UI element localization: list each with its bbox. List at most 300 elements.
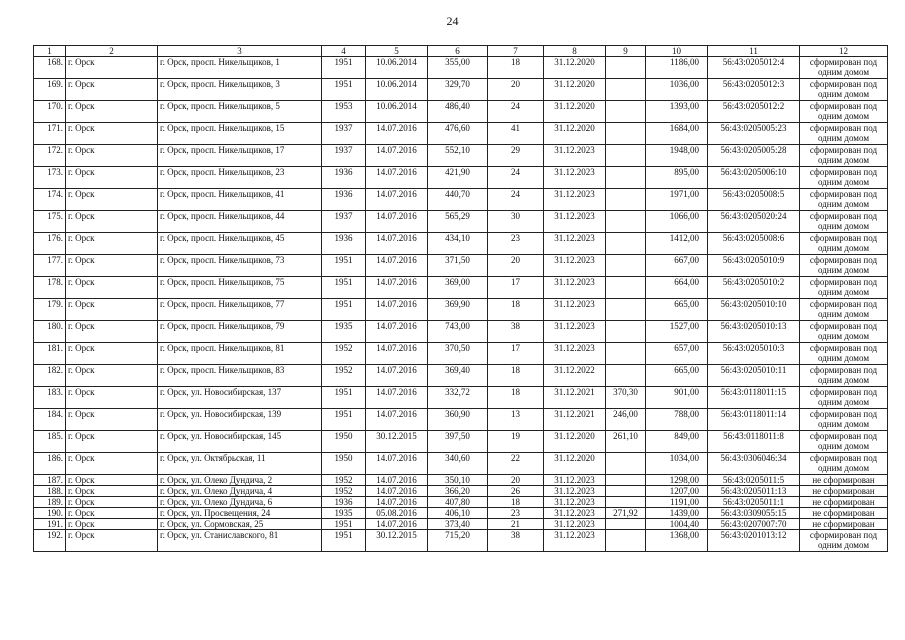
year-built-cell: 1952 (322, 486, 366, 497)
land-area-cell: 849,00 (646, 431, 708, 453)
year-built-cell: 1937 (322, 211, 366, 233)
deadline-cell: 31.12.2023 (544, 321, 606, 343)
area-cell: 397,50 (428, 431, 488, 453)
area-cell: 340,60 (428, 453, 488, 475)
row-number-cell: 178. (34, 277, 66, 299)
address-cell: г. Орск, просп. Никельщиков, 83 (158, 365, 322, 387)
city-cell: г. Орск (66, 145, 158, 167)
address-cell: г. Орск, ул. Новосибирская, 137 (158, 387, 322, 409)
deadline-cell: 31.12.2023 (544, 277, 606, 299)
land-area-cell: 1948,00 (646, 145, 708, 167)
cadastral-number-cell: 56:43:0205008:5 (708, 189, 800, 211)
land-area-cell: 788,00 (646, 409, 708, 431)
cadastral-number-cell: 56:43:0118011:8 (708, 431, 800, 453)
residents-count-cell: 30 (488, 211, 544, 233)
table-row (34, 321, 888, 343)
deadline-cell: 31.12.2021 (544, 387, 606, 409)
cadastral-number-cell: 56:43:0306046:34 (708, 453, 800, 475)
deadline-cell: 31.12.2023 (544, 497, 606, 508)
status-cell: не сформирован (800, 497, 888, 508)
city-cell: г. Орск (66, 530, 158, 552)
area-cell: 329,70 (428, 79, 488, 101)
area-cell: 407,80 (428, 497, 488, 508)
date-cell: 14.07.2016 (366, 409, 428, 431)
year-built-cell: 1951 (322, 57, 366, 79)
city-cell: г. Орск (66, 486, 158, 497)
address-cell: г. Орск, просп. Никельщиков, 44 (158, 211, 322, 233)
date-cell: 10.06.2014 (366, 79, 428, 101)
table-row (34, 453, 888, 475)
row-number-cell: 183. (34, 387, 66, 409)
residents-count-cell: 18 (488, 57, 544, 79)
extra-area-cell (606, 343, 646, 365)
row-number-cell: 176. (34, 233, 66, 255)
deadline-cell: 31.12.2023 (544, 299, 606, 321)
column-number-row (34, 46, 888, 57)
cadastral-number-cell: 56:43:0205005:23 (708, 123, 800, 145)
status-cell: не сформирован (800, 486, 888, 497)
year-built-cell: 1950 (322, 453, 366, 475)
date-cell: 14.07.2016 (366, 123, 428, 145)
city-cell: г. Орск (66, 475, 158, 486)
cadastral-number-cell: 56:43:0205005:28 (708, 145, 800, 167)
date-cell: 05.08.2016 (366, 508, 428, 519)
deadline-cell: 31.12.2020 (544, 101, 606, 123)
extra-area-cell (606, 519, 646, 530)
deadline-cell: 31.12.2023 (544, 519, 606, 530)
deadline-cell: 31.12.2023 (544, 343, 606, 365)
address-cell: г. Орск, просп. Никельщиков, 3 (158, 79, 322, 101)
status-cell: не сформирован (800, 508, 888, 519)
table-row (34, 101, 888, 123)
year-built-cell: 1936 (322, 189, 366, 211)
residents-count-cell: 13 (488, 409, 544, 431)
city-cell: г. Орск (66, 79, 158, 101)
city-cell: г. Орск (66, 299, 158, 321)
deadline-cell: 31.12.2023 (544, 475, 606, 486)
city-cell: г. Орск (66, 519, 158, 530)
extra-area-cell (606, 475, 646, 486)
row-number-cell: 190. (34, 508, 66, 519)
date-cell: 30.12.2015 (366, 530, 428, 552)
row-number-cell: 192. (34, 530, 66, 552)
status-cell: сформирован под одним домом (800, 255, 888, 277)
city-cell: г. Орск (66, 57, 158, 79)
date-cell: 14.07.2016 (366, 519, 428, 530)
deadline-cell: 31.12.2020 (544, 123, 606, 145)
area-cell: 371,50 (428, 255, 488, 277)
date-cell: 30.12.2015 (366, 431, 428, 453)
deadline-cell: 31.12.2023 (544, 211, 606, 233)
year-built-cell: 1951 (322, 387, 366, 409)
residents-count-cell: 23 (488, 233, 544, 255)
deadline-cell: 31.12.2023 (544, 145, 606, 167)
deadline-cell: 31.12.2020 (544, 431, 606, 453)
deadline-cell: 31.12.2020 (544, 453, 606, 475)
land-area-cell: 1439,00 (646, 508, 708, 519)
row-number-cell: 173. (34, 167, 66, 189)
area-cell: 715,20 (428, 530, 488, 552)
status-cell: сформирован под одним домом (800, 277, 888, 299)
area-cell: 476,60 (428, 123, 488, 145)
cadastral-number-cell: 56:43:0118011:15 (708, 387, 800, 409)
row-number-cell: 168. (34, 57, 66, 79)
row-number-cell: 171. (34, 123, 66, 145)
city-cell: г. Орск (66, 101, 158, 123)
table-row (34, 486, 888, 497)
cadastral-number-cell: 56:43:0205010:3 (708, 343, 800, 365)
deadline-cell: 31.12.2023 (544, 189, 606, 211)
row-number-cell: 174. (34, 189, 66, 211)
status-cell: сформирован под одним домом (800, 101, 888, 123)
year-built-cell: 1935 (322, 508, 366, 519)
area-cell: 373,40 (428, 519, 488, 530)
extra-area-cell (606, 321, 646, 343)
status-cell: сформирован под одним домом (800, 167, 888, 189)
extra-area-cell (606, 79, 646, 101)
extra-area-cell (606, 123, 646, 145)
column-number: 9 (606, 46, 646, 57)
cadastral-number-cell: 56:43:0205008:6 (708, 233, 800, 255)
year-built-cell: 1936 (322, 167, 366, 189)
city-cell: г. Орск (66, 123, 158, 145)
city-cell: г. Орск (66, 497, 158, 508)
address-cell: г. Орск, просп. Никельщиков, 75 (158, 277, 322, 299)
cadastral-number-cell: 56:43:0309055:15 (708, 508, 800, 519)
land-area-cell: 657,00 (646, 343, 708, 365)
column-number: 12 (800, 46, 888, 57)
deadline-cell: 31.12.2021 (544, 409, 606, 431)
date-cell: 14.07.2016 (366, 365, 428, 387)
year-built-cell: 1952 (322, 365, 366, 387)
column-number: 3 (158, 46, 322, 57)
cadastral-number-cell: 56:43:0205010:9 (708, 255, 800, 277)
row-number-cell: 186. (34, 453, 66, 475)
year-built-cell: 1952 (322, 343, 366, 365)
status-cell: не сформирован (800, 519, 888, 530)
date-cell: 14.07.2016 (366, 497, 428, 508)
year-built-cell: 1951 (322, 255, 366, 277)
table-row (34, 497, 888, 508)
status-cell: сформирован под одним домом (800, 57, 888, 79)
row-number-cell: 184. (34, 409, 66, 431)
column-number: 4 (322, 46, 366, 57)
deadline-cell: 31.12.2022 (544, 365, 606, 387)
status-cell: сформирован под одним домом (800, 123, 888, 145)
land-area-cell: 1971,00 (646, 189, 708, 211)
deadline-cell: 31.12.2023 (544, 508, 606, 519)
cadastral-number-cell: 56:43:0207007:70 (708, 519, 800, 530)
year-built-cell: 1937 (322, 123, 366, 145)
area-cell: 552,10 (428, 145, 488, 167)
extra-area-cell: 261,10 (606, 431, 646, 453)
table-row (34, 79, 888, 101)
residents-count-cell: 38 (488, 530, 544, 552)
extra-area-cell (606, 530, 646, 552)
city-cell: г. Орск (66, 211, 158, 233)
table-row (34, 145, 888, 167)
residents-count-cell: 24 (488, 189, 544, 211)
city-cell: г. Орск (66, 233, 158, 255)
date-cell: 14.07.2016 (366, 343, 428, 365)
row-number-cell: 189. (34, 497, 66, 508)
residents-count-cell: 38 (488, 321, 544, 343)
row-number-cell: 170. (34, 101, 66, 123)
table-row (34, 387, 888, 409)
table-row (34, 508, 888, 519)
table-row (34, 409, 888, 431)
land-area-cell: 1684,00 (646, 123, 708, 145)
area-cell: 434,10 (428, 233, 488, 255)
row-number-cell: 177. (34, 255, 66, 277)
table-row (34, 431, 888, 453)
extra-area-cell (606, 299, 646, 321)
status-cell: сформирован под одним домом (800, 189, 888, 211)
residents-count-cell: 17 (488, 343, 544, 365)
year-built-cell: 1953 (322, 101, 366, 123)
year-built-cell: 1937 (322, 145, 366, 167)
status-cell: сформирован под одним домом (800, 145, 888, 167)
address-cell: г. Орск, просп. Никельщиков, 17 (158, 145, 322, 167)
residents-count-cell: 17 (488, 277, 544, 299)
extra-area-cell (606, 486, 646, 497)
status-cell: сформирован под одним домом (800, 530, 888, 552)
table-row (34, 167, 888, 189)
residents-count-cell: 20 (488, 79, 544, 101)
city-cell: г. Орск (66, 365, 158, 387)
land-area-cell: 667,00 (646, 255, 708, 277)
area-cell: 369,00 (428, 277, 488, 299)
date-cell: 14.07.2016 (366, 145, 428, 167)
address-cell: г. Орск, просп. Никельщиков, 73 (158, 255, 322, 277)
status-cell: сформирован под одним домом (800, 387, 888, 409)
status-cell: сформирован под одним домом (800, 211, 888, 233)
date-cell: 14.07.2016 (366, 299, 428, 321)
area-cell: 369,40 (428, 365, 488, 387)
address-cell: г. Орск, ул. Октябрьская, 11 (158, 453, 322, 475)
residents-count-cell: 24 (488, 167, 544, 189)
year-built-cell: 1936 (322, 497, 366, 508)
column-number: 2 (66, 46, 158, 57)
deadline-cell: 31.12.2023 (544, 486, 606, 497)
address-cell: г. Орск, просп. Никельщиков, 5 (158, 101, 322, 123)
table-row (34, 277, 888, 299)
table-row (34, 475, 888, 486)
column-number: 11 (708, 46, 800, 57)
residents-count-cell: 20 (488, 255, 544, 277)
date-cell: 14.07.2016 (366, 255, 428, 277)
residents-count-cell: 23 (488, 508, 544, 519)
table-row (34, 365, 888, 387)
year-built-cell: 1950 (322, 431, 366, 453)
address-cell: г. Орск, ул. Новосибирская, 145 (158, 431, 322, 453)
address-cell: г. Орск, ул. Сормовская, 25 (158, 519, 322, 530)
status-cell: сформирован под одним домом (800, 409, 888, 431)
column-number: 1 (34, 46, 66, 57)
table-row (34, 189, 888, 211)
residents-count-cell: 18 (488, 299, 544, 321)
area-cell: 370,50 (428, 343, 488, 365)
date-cell: 14.07.2016 (366, 387, 428, 409)
area-cell: 332,72 (428, 387, 488, 409)
deadline-cell: 31.12.2020 (544, 57, 606, 79)
date-cell: 14.07.2016 (366, 277, 428, 299)
extra-area-cell: 271,92 (606, 508, 646, 519)
city-cell: г. Орск (66, 508, 158, 519)
address-cell: г. Орск, просп. Никельщиков, 15 (158, 123, 322, 145)
date-cell: 10.06.2014 (366, 57, 428, 79)
city-cell: г. Орск (66, 277, 158, 299)
column-number: 10 (646, 46, 708, 57)
address-cell: г. Орск, просп. Никельщиков, 1 (158, 57, 322, 79)
area-cell: 406,10 (428, 508, 488, 519)
city-cell: г. Орск (66, 409, 158, 431)
column-number: 6 (428, 46, 488, 57)
area-cell: 355,00 (428, 57, 488, 79)
date-cell: 14.07.2016 (366, 233, 428, 255)
row-number-cell: 185. (34, 431, 66, 453)
residents-count-cell: 29 (488, 145, 544, 167)
cadastral-number-cell: 56:43:0205012:2 (708, 101, 800, 123)
land-area-cell: 1368,00 (646, 530, 708, 552)
deadline-cell: 31.12.2023 (544, 530, 606, 552)
extra-area-cell (606, 57, 646, 79)
land-area-cell: 664,00 (646, 277, 708, 299)
area-cell: 366,20 (428, 486, 488, 497)
cadastral-number-cell: 56:43:0205010:11 (708, 365, 800, 387)
area-cell: 421,90 (428, 167, 488, 189)
city-cell: г. Орск (66, 321, 158, 343)
date-cell: 14.07.2016 (366, 475, 428, 486)
residents-count-cell: 18 (488, 497, 544, 508)
year-built-cell: 1935 (322, 321, 366, 343)
area-cell: 440,70 (428, 189, 488, 211)
address-cell: г. Орск, ул. Просвещения, 24 (158, 508, 322, 519)
city-cell: г. Орск (66, 453, 158, 475)
extra-area-cell (606, 255, 646, 277)
residents-count-cell: 41 (488, 123, 544, 145)
address-cell: г. Орск, ул. Олеко Дундича, 2 (158, 475, 322, 486)
residents-count-cell: 18 (488, 387, 544, 409)
cadastral-number-cell: 56:43:0205010:10 (708, 299, 800, 321)
row-number-cell: 181. (34, 343, 66, 365)
deadline-cell: 31.12.2020 (544, 79, 606, 101)
area-cell: 360,90 (428, 409, 488, 431)
status-cell: сформирован под одним домом (800, 343, 888, 365)
table-row (34, 519, 888, 530)
address-cell: г. Орск, просп. Никельщиков, 79 (158, 321, 322, 343)
extra-area-cell (606, 189, 646, 211)
extra-area-cell (606, 233, 646, 255)
land-area-cell: 665,00 (646, 299, 708, 321)
year-built-cell: 1936 (322, 233, 366, 255)
residents-count-cell: 19 (488, 431, 544, 453)
land-area-cell: 1191,00 (646, 497, 708, 508)
extra-area-cell (606, 167, 646, 189)
column-number: 8 (544, 46, 606, 57)
land-area-cell: 1034,00 (646, 453, 708, 475)
status-cell: сформирован под одним домом (800, 299, 888, 321)
row-number-cell: 175. (34, 211, 66, 233)
cadastral-number-cell: 56:43:0118011:14 (708, 409, 800, 431)
extra-area-cell (606, 453, 646, 475)
row-number-cell: 172. (34, 145, 66, 167)
address-cell: г. Орск, ул. Станиславского, 81 (158, 530, 322, 552)
residents-count-cell: 21 (488, 519, 544, 530)
deadline-cell: 31.12.2023 (544, 167, 606, 189)
city-cell: г. Орск (66, 255, 158, 277)
row-number-cell: 169. (34, 79, 66, 101)
address-cell: г. Орск, просп. Никельщиков, 81 (158, 343, 322, 365)
land-area-cell: 1527,00 (646, 321, 708, 343)
page-number: 24 (446, 14, 459, 28)
cadastral-number-cell: 56:43:0205012:4 (708, 57, 800, 79)
land-area-cell: 1298,00 (646, 475, 708, 486)
row-number-cell: 180. (34, 321, 66, 343)
row-number-cell: 182. (34, 365, 66, 387)
table-row (34, 233, 888, 255)
status-cell: сформирован под одним домом (800, 453, 888, 475)
year-built-cell: 1951 (322, 299, 366, 321)
status-cell: сформирован под одним домом (800, 321, 888, 343)
area-cell: 350,10 (428, 475, 488, 486)
date-cell: 14.07.2016 (366, 321, 428, 343)
address-cell: г. Орск, просп. Никельщиков, 77 (158, 299, 322, 321)
address-cell: г. Орск, просп. Никельщиков, 23 (158, 167, 322, 189)
row-number-cell: 191. (34, 519, 66, 530)
land-area-cell: 1004,40 (646, 519, 708, 530)
city-cell: г. Орск (66, 343, 158, 365)
land-area-cell: 901,00 (646, 387, 708, 409)
residents-count-cell: 22 (488, 453, 544, 475)
address-cell: г. Орск, ул. Олеко Дундича, 6 (158, 497, 322, 508)
extra-area-cell (606, 277, 646, 299)
land-area-cell: 1036,00 (646, 79, 708, 101)
address-cell: г. Орск, ул. Новосибирская, 139 (158, 409, 322, 431)
extra-area-cell: 246,00 (606, 409, 646, 431)
land-area-cell: 1066,00 (646, 211, 708, 233)
status-cell: сформирован под одним домом (800, 233, 888, 255)
table-row (34, 255, 888, 277)
year-built-cell: 1951 (322, 530, 366, 552)
residents-count-cell: 24 (488, 101, 544, 123)
land-area-cell: 665,00 (646, 365, 708, 387)
extra-area-cell (606, 145, 646, 167)
deadline-cell: 31.12.2023 (544, 255, 606, 277)
status-cell: сформирован под одним домом (800, 365, 888, 387)
year-built-cell: 1952 (322, 475, 366, 486)
cadastral-number-cell: 56:43:0205006:10 (708, 167, 800, 189)
table-row (34, 530, 888, 552)
land-area-cell: 895,00 (646, 167, 708, 189)
column-number: 5 (366, 46, 428, 57)
cadastral-number-cell: 56:43:0205020:24 (708, 211, 800, 233)
residents-count-cell: 18 (488, 365, 544, 387)
extra-area-cell (606, 365, 646, 387)
address-cell: г. Орск, просп. Никельщиков, 41 (158, 189, 322, 211)
cadastral-number-cell: 56:43:0205010:2 (708, 277, 800, 299)
city-cell: г. Орск (66, 431, 158, 453)
extra-area-cell (606, 211, 646, 233)
deadline-cell: 31.12.2023 (544, 233, 606, 255)
land-area-cell: 1186,00 (646, 57, 708, 79)
table-row (34, 123, 888, 145)
year-built-cell: 1951 (322, 519, 366, 530)
cadastral-number-cell: 56:43:0201013:12 (708, 530, 800, 552)
area-cell: 565,29 (428, 211, 488, 233)
date-cell: 14.07.2016 (366, 167, 428, 189)
cadastral-number-cell: 56:43:0205012:3 (708, 79, 800, 101)
